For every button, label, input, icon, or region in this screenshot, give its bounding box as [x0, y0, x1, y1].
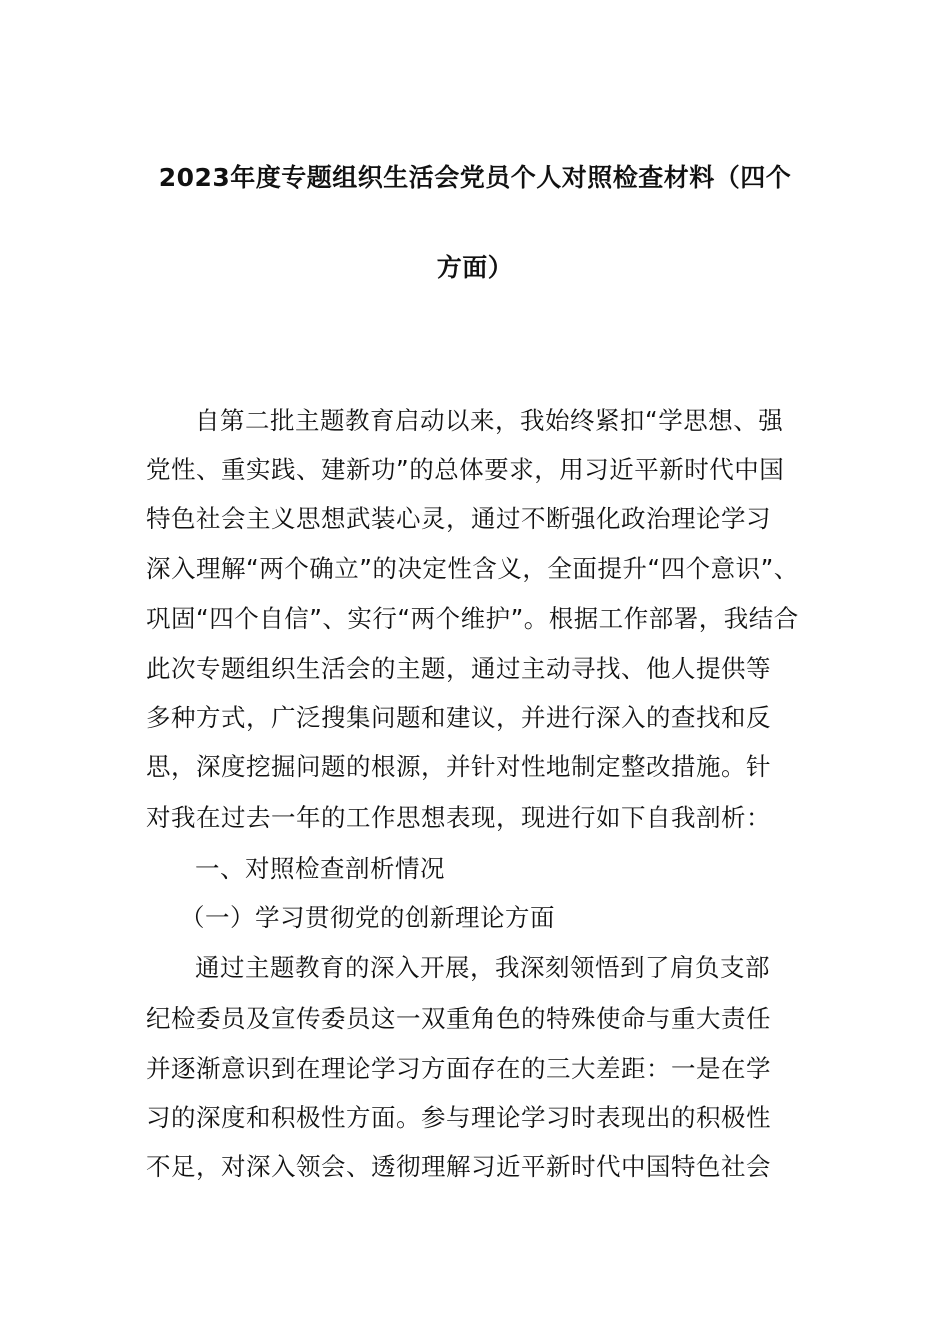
paragraph-line: 纪检委员及宣传委员这一双重角色的特殊使命与重大责任 [146, 1004, 771, 1033]
paragraph-line: 不足，对深入领会、透彻理解习近平新时代中国特色社会 [146, 1152, 771, 1181]
paragraph-line: 通过主题教育的深入开展，我深刻领悟到了肩负支部 [195, 953, 770, 982]
paragraph-line: 习的深度和积极性方面。参与理论学习时表现出的积极性 [146, 1103, 771, 1132]
paragraph-line: 自第二批主题教育启动以来，我始终紧扣“学思想、强 [195, 406, 784, 435]
paragraph-line: 并逐渐意识到在理论学习方面存在的三大差距：一是在学 [146, 1054, 771, 1083]
paragraph-line: 特色社会主义思想武装心灵，通过不断强化政治理论学习 [146, 504, 771, 533]
paragraph-line: 思，深度挖掘问题的根源，并针对性地制定整改措施。针 [146, 752, 771, 781]
paragraph-line: 党性、重实践、建新功”的总体要求，用习近平新时代中国 [146, 455, 785, 484]
paragraph-line: 此次专题组织生活会的主题，通过主动寻找、他人提供等 [146, 654, 771, 683]
paragraph-line: 巩固“四个自信”、实行“两个维护”。根据工作部署，我结合 [146, 604, 799, 633]
document-title-line-2: 方面） [436, 253, 514, 282]
subsection-heading: （一）学习贯彻党的创新理论方面 [180, 903, 555, 932]
section-heading: 一、对照检查剖析情况 [195, 854, 445, 883]
paragraph-line: 对我在过去一年的工作思想表现，现进行如下自我剖析： [146, 803, 771, 832]
paragraph-line: 深入理解“两个确立”的决定性含义，全面提升“四个意识”、 [146, 554, 799, 583]
paragraph-line: 多种方式，广泛搜集问题和建议，并进行深入的查找和反 [146, 703, 771, 732]
document-title-line-1: 2023年度专题组织生活会党员个人对照检查材料（四个 [158, 163, 792, 192]
